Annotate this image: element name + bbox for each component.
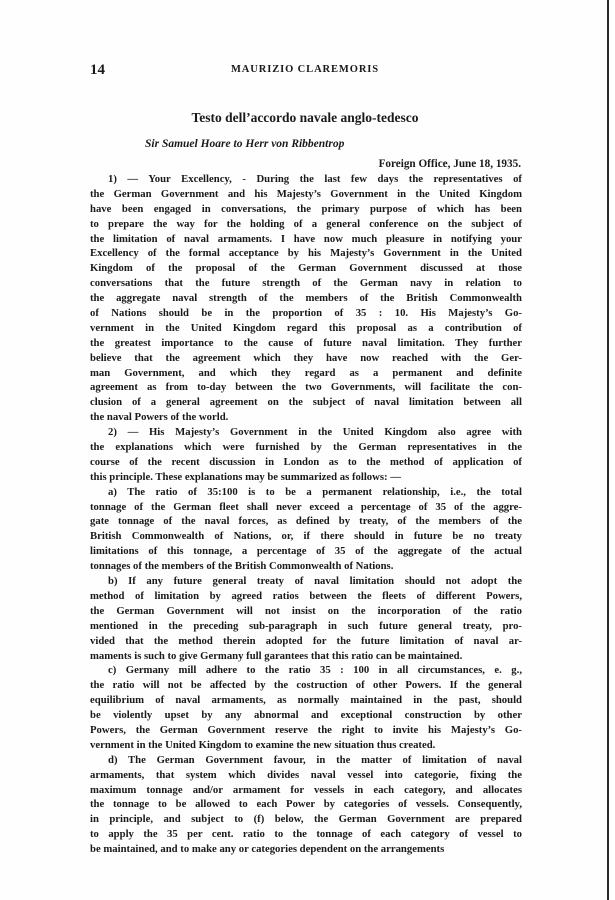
paragraph <box>90 663 522 752</box>
text-line: limitations of this tonnage, a percentage of 35 of the aggregate of the actual <box>90 545 522 558</box>
page-header <box>90 62 520 82</box>
text-line: conversations that the future strength of the German navy in relation to <box>90 277 522 290</box>
text-line: have been engaged in conversations, the primary purpose of which has been <box>90 202 522 215</box>
text-line: of Nations should be in the proportion of 35 : 10. His Majesty’s Go- <box>90 307 522 320</box>
paragraph <box>90 485 522 574</box>
text-line: a) The ratio of 35:100 is to be a permanent relationship, i.e., the total <box>108 485 522 498</box>
text-line: maments is such to give Germany full garantees that this ratio can be maintained. <box>90 649 463 662</box>
text-line: be violently upset by any abnormal and exceptional construction by other <box>90 709 522 722</box>
text-line: in principle, and subject to (f) below, the German Government are prepared <box>90 813 522 826</box>
text-line: Excellency of the formal acceptance by his Majesty’s Government in the United <box>90 247 522 260</box>
paragraph <box>90 753 522 857</box>
text-line: this principle. These explanations may be summarized as follows: — <box>90 470 401 483</box>
text-line: c) Germany mill adhere to the ratio 35 : 100 in all circumstances, e. g., <box>108 664 522 677</box>
text-line: the naval Powers of the world. <box>90 411 229 424</box>
text-line: clusion of a general agreement on the subject of naval limitation between all <box>90 396 522 409</box>
text-line: method of limitation by agreed ratios between the fleets of different Powers, <box>90 589 522 602</box>
page-number: 14 <box>90 62 105 78</box>
running-head: MAURIZIO CLAREMORIS <box>230 64 380 75</box>
text-line: gate tonnage of the naval forces, as defined by treaty, of the members of the <box>90 515 522 528</box>
text-line: Kingdom of the proposal of the German Government discussed at those <box>90 262 522 275</box>
dateline: Foreign Office, June 18, 1935. <box>378 158 521 170</box>
text-line: tonnage of the German fleet shall never exceed a percentage of 35 of the aggre- <box>90 500 522 513</box>
section-title: Testo dell’accordo navale anglo-tedesco <box>191 110 419 125</box>
text-line: armaments, that system which divides naval vessel into categorie, fixing the <box>90 768 522 781</box>
text-line: the German Government will not insist on the incorporation of the ratio <box>90 604 522 617</box>
text-line: the greatest importance to the cause of future naval limitation. They further <box>90 336 522 349</box>
text-line: the ratio will not be affected by the costruction of other Powers. If the general <box>90 679 522 692</box>
text-line: believe that the agreement which they have now reached with the Ger- <box>90 351 522 364</box>
text-line: to apply the 35 per cent. ratio to the tonnage of each category of vessel to <box>90 828 522 841</box>
text-line: the aggregate naval strength of the members of the British Commonwealth <box>90 292 522 305</box>
text-line: course of the recent discussion in London as to the method of application of <box>90 455 522 468</box>
letter-heading: Sir Samuel Hoare to Herr von Ribbentrop <box>145 138 345 150</box>
page-edge-line <box>607 0 609 900</box>
text-line: tonnages of the members of the British Commonwealth of Nations. <box>90 560 394 573</box>
paragraph <box>90 425 522 485</box>
text-line: 1) — Your Excellency, - During the last few days the representatives of <box>108 173 522 185</box>
text-line: 2) — His Majesty’s Government in the United Kingdom also agree with <box>108 426 522 439</box>
paragraph <box>90 574 522 663</box>
text-line: vernment in the United Kingdom to examine the new situation thus created. <box>90 738 436 751</box>
text-line: the explanations which were furnished by the German representatives in the <box>90 441 522 454</box>
text-line: to prepare the way for the holding of a general conference on the subject of <box>90 217 522 230</box>
text-line: agreement as from to-day between the two Governments, will facilitate the con- <box>90 381 522 394</box>
text-line: be maintained, and to make any or categories dependent on the arrangements <box>90 843 445 856</box>
text-line: man Government, and which they regard as a permanent and definite <box>90 366 522 379</box>
paragraph <box>90 172 522 425</box>
text-line: equilibrium of naval armaments, as normally maintained in the past, should <box>90 694 522 707</box>
text-line: d) The German Government favour, in the matter of limitation of naval <box>108 753 522 766</box>
text-line: British Commonwealth of Nations, or, if there should in future be no treaty <box>90 530 522 543</box>
text-line: the German Government and his Majesty’s Government in the United Kingdom <box>90 187 522 200</box>
text-line: the limitation of naval armaments. I have now much pleasure in notifying your <box>90 232 522 245</box>
text-line: maximum tonnage and/or armament for vessels in each category, and allocates <box>90 783 522 796</box>
text-line: b) If any future general treaty of naval limitation should not adopt the <box>108 575 522 588</box>
text-line: mentioned in the preceding sub-paragraph in such future general treaty, pro- <box>90 619 522 632</box>
letter-body <box>90 172 522 857</box>
text-line: vernment in the United Kingdom regard this proposal as a contribution of <box>90 321 522 334</box>
text-line: the tonnage to be allowed to each Power by categories of vessels. Consequently, <box>90 798 522 811</box>
text-line: vided that the method therein adopted for the future limitation of naval ar- <box>90 634 522 647</box>
text-line: Powers, the German Government reserve the right to invite his Majesty’s Go- <box>90 723 522 736</box>
